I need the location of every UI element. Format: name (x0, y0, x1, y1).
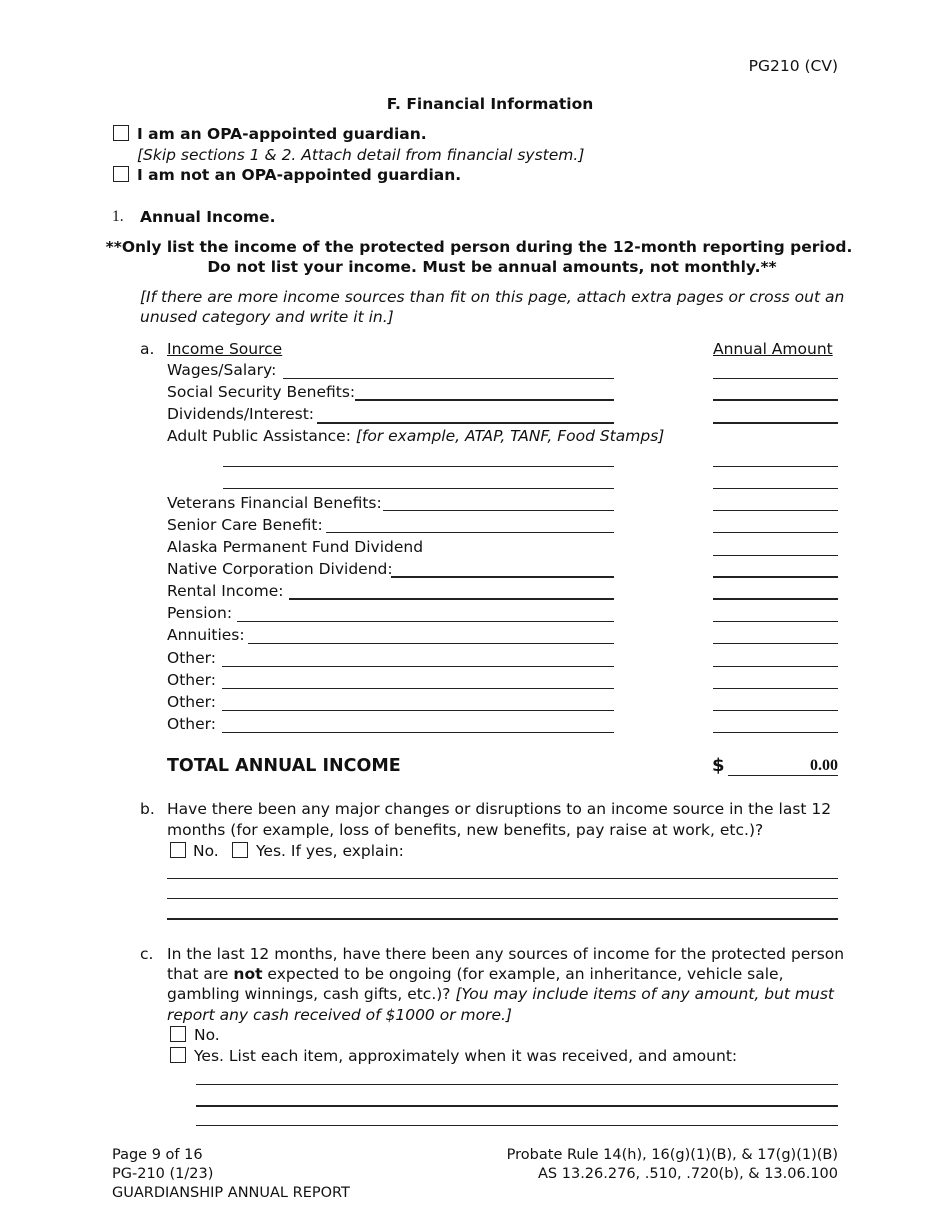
other-source-field-4[interactable] (222, 732, 614, 733)
footer-report-name: GUARDIANSHIP ANNUAL REPORT (112, 1185, 350, 1201)
c-list-line-2[interactable] (196, 1105, 838, 1107)
opa-appointed-checkbox[interactable] (113, 125, 129, 141)
other-amount-field-4[interactable] (713, 732, 838, 733)
subsection-c-letter: c. (140, 945, 154, 963)
other-source-field-3[interactable] (222, 710, 614, 711)
extra-pages-note-line1: [If there are more income sources than fit on this page, attach extra pages or cross out an (140, 288, 845, 306)
income-warning-line1: **Only list the income of the protected person during the 12-month reporting period. (105, 238, 853, 256)
b-question-line1: Have there been any major changes or disruptions to an income source in the last 12 (167, 800, 832, 818)
social-security-label: Social Security Benefits: (167, 383, 356, 401)
annuities-label: Annuities: (167, 626, 245, 644)
total-amount-line (728, 775, 838, 776)
c-yes-label: Yes. List each item, approximately when it was received, and amount: (194, 1047, 738, 1065)
footer-form-revision: PG-210 (1/23) (112, 1166, 214, 1182)
other-label-3: Other: (167, 693, 216, 711)
pension-source-field[interactable] (237, 621, 614, 622)
total-annual-income-label: TOTAL ANNUAL INCOME (167, 756, 401, 776)
b-no-checkbox[interactable] (170, 842, 186, 858)
wages-source-field[interactable] (283, 378, 614, 379)
other-source-field-2[interactable] (222, 688, 614, 689)
senior-care-label: Senior Care Benefit: (167, 516, 323, 534)
opa-appointed-label: I am an OPA-appointed guardian. (137, 125, 427, 143)
other-source-field-1[interactable] (222, 666, 614, 667)
senior-care-source-field[interactable] (326, 532, 614, 533)
opa-not-appointed-checkbox[interactable] (113, 166, 129, 182)
subsection-a-letter: a. (140, 340, 155, 358)
other-label-4: Other: (167, 715, 216, 733)
opa-skip-note: [Skip sections 1 & 2. Attach detail from financial system.] (137, 146, 585, 164)
pension-label: Pension: (167, 604, 233, 622)
annual-amount-header: Annual Amount (713, 340, 833, 358)
annuities-source-field[interactable] (248, 643, 614, 644)
social-security-source-field[interactable] (355, 399, 614, 401)
c-question-line1: In the last 12 months, have there been any sources of income for the protected person (167, 945, 845, 963)
footer-rule-line1: Probate Rule 14(h), 16(g)(1)(B), & 17(g)(1)(B) (506, 1147, 838, 1163)
footer-page-number: Page 9 of 16 (112, 1147, 203, 1163)
c-no-checkbox[interactable] (170, 1026, 186, 1042)
c-line3-pre: gambling winnings, cash gifts, etc.)? (167, 985, 456, 1003)
pfd-amount-field[interactable] (713, 555, 838, 556)
dividends-source-field[interactable] (317, 422, 614, 424)
c-line2-post: expected to be ongoing (for example, an inheritance, vehicle sale, (262, 965, 784, 983)
other-amount-field-1[interactable] (713, 666, 838, 667)
senior-care-amount-field[interactable] (713, 532, 838, 533)
income-heading: Annual Income. (140, 208, 276, 226)
subsection-b-letter: b. (140, 800, 155, 818)
wages-amount-field[interactable] (713, 378, 838, 379)
veterans-label: Veterans Financial Benefits: (167, 494, 382, 512)
income-source-header: Income Source (167, 340, 283, 358)
rental-source-field[interactable] (289, 598, 614, 600)
veterans-amount-field[interactable] (713, 510, 838, 511)
adult-public-source-field-1[interactable] (223, 466, 614, 467)
other-label-2: Other: (167, 671, 216, 689)
b-no-label: No. (193, 842, 219, 860)
section-title: F. Financial Information (386, 95, 594, 113)
c-list-line-1[interactable] (196, 1084, 838, 1085)
total-annual-income-value: 0.00 (810, 757, 838, 774)
native-corp-amount-field[interactable] (713, 576, 838, 578)
c-question-line3 (167, 984, 834, 1004)
b-yes-label: Yes. If yes, explain: (256, 842, 404, 860)
c-line3-italic: [You may include items of any amount, but must (455, 985, 834, 1003)
b-explain-line-2[interactable] (167, 898, 838, 899)
other-label-1: Other: (167, 649, 216, 667)
annuities-amount-field[interactable] (713, 643, 838, 644)
rental-amount-field[interactable] (713, 598, 838, 600)
form-code: PG210 (CV) (748, 57, 838, 75)
rental-label: Rental Income: (167, 582, 284, 600)
b-question-line2: months (for example, loss of benefits, new benefits, pay raise at work, etc.)? (167, 821, 764, 839)
total-currency-symbol: $ (712, 755, 725, 776)
dividends-amount-field[interactable] (713, 422, 838, 424)
adult-public-amount-field-1[interactable] (713, 466, 838, 467)
adult-public-assistance-example: [for example, ATAP, TANF, Food Stamps] (355, 427, 665, 445)
adult-public-assistance-label (167, 426, 664, 446)
income-section-number: 1. (112, 208, 124, 225)
c-no-label: No. (194, 1026, 220, 1044)
veterans-source-field[interactable] (383, 510, 614, 511)
wages-label: Wages/Salary: (167, 361, 277, 379)
native-corp-label: Native Corporation Dividend: (167, 560, 393, 578)
b-explain-line-1[interactable] (167, 878, 838, 879)
adult-public-source-field-2[interactable] (223, 488, 614, 489)
opa-not-appointed-label: I am not an OPA-appointed guardian. (137, 166, 462, 184)
pfd-label: Alaska Permanent Fund Dividend (167, 538, 424, 556)
income-warning-line2: Do not list your income. Must be annual amounts, not monthly.** (207, 258, 777, 276)
b-explain-line-3[interactable] (167, 918, 838, 920)
extra-pages-note-line2: unused category and write it in.] (140, 308, 394, 326)
other-amount-field-2[interactable] (713, 688, 838, 689)
c-line2-bold: not (233, 965, 263, 983)
c-question-line2 (167, 964, 784, 984)
b-yes-checkbox[interactable] (232, 842, 248, 858)
c-question-line4: report any cash received of $1000 or more.] (167, 1006, 512, 1024)
adult-public-assistance-prefix: Adult Public Assistance: (167, 427, 356, 445)
footer-rule-line2: AS 13.26.276, .510, .720(b), & 13.06.100 (538, 1166, 838, 1182)
native-corp-source-field[interactable] (391, 576, 614, 578)
social-security-amount-field[interactable] (713, 399, 838, 401)
pension-amount-field[interactable] (713, 621, 838, 622)
c-list-line-3[interactable] (196, 1125, 838, 1126)
c-line2-pre: that are (167, 965, 234, 983)
dividends-label: Dividends/Interest: (167, 405, 315, 423)
c-yes-checkbox[interactable] (170, 1047, 186, 1063)
adult-public-amount-field-2[interactable] (713, 488, 838, 489)
other-amount-field-3[interactable] (713, 710, 838, 711)
